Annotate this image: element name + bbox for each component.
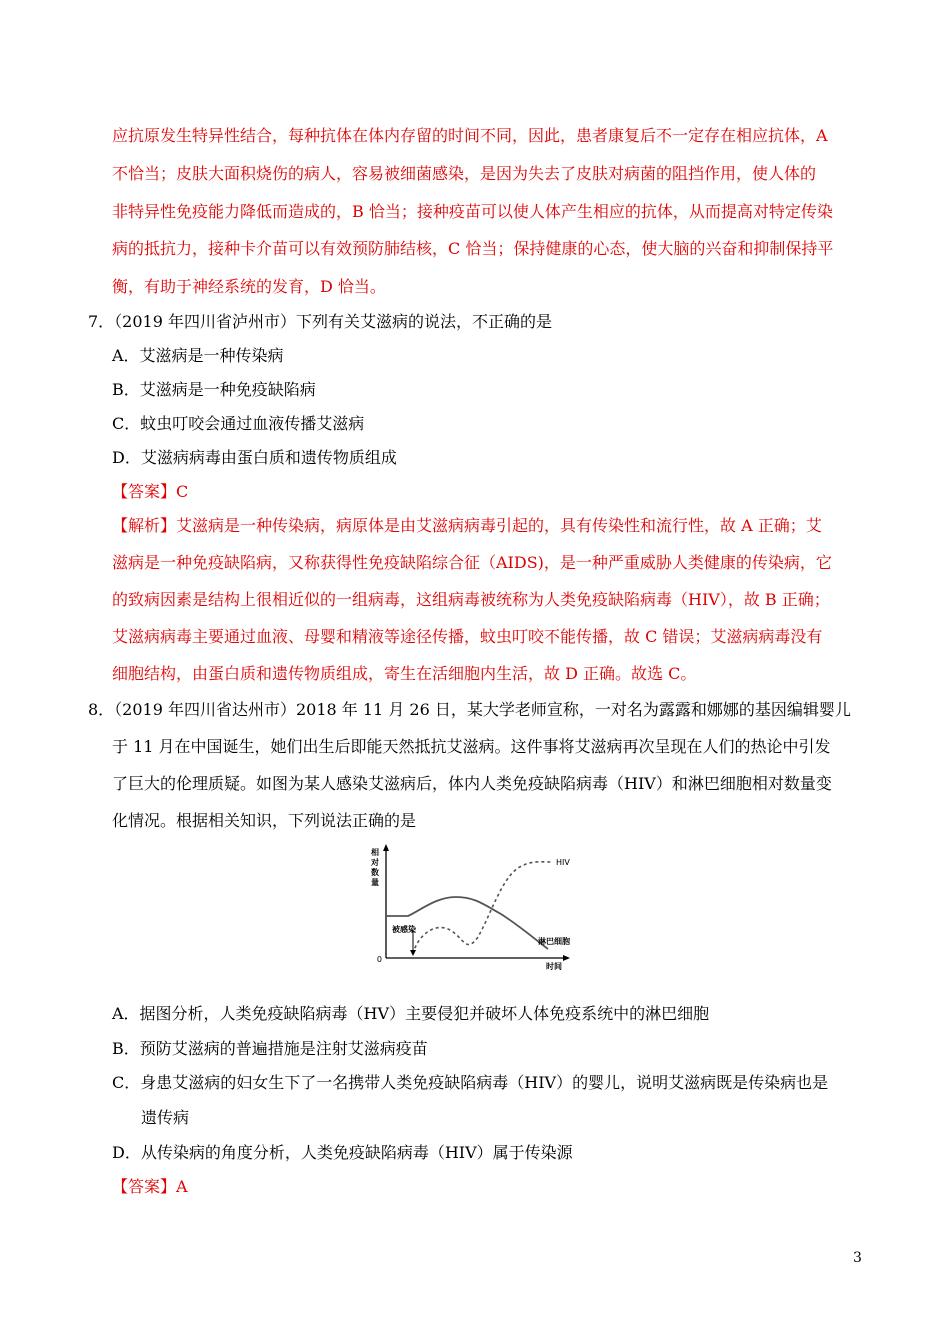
y-axis-label-char: 相 — [371, 848, 379, 857]
origin-label: 0 — [376, 955, 382, 964]
y-axis-label-char: 量 — [371, 878, 379, 887]
q7-analysis-line: 细胞结构，由蛋白质和遗传物质组成，寄生在活细胞内生活，故 D 正确。故选 C。 — [112, 664, 697, 683]
question-7-stem: 7．（2019 年四川省泸州市）下列有关艾滋病的说法，不正确的是 — [88, 312, 552, 331]
infection-arrow — [410, 950, 416, 956]
q8-answer: 【答案】A — [112, 1177, 188, 1196]
hiv-curve — [413, 862, 551, 954]
analysis-line: 不恰当；皮肤大面积烧伤的病人，容易被细菌感染，是因为失去了皮肤对病菌的阻挡作用，使人体的 — [112, 164, 817, 183]
q8-option-d: D．从传染病的角度分析，人类免疫缺陷病毒（HIV）属于传染源 — [112, 1143, 573, 1162]
analysis-line: 病的抵抗力，接种卡介苗可以有效预防肺结核，C 恰当；保持健康的心态，使大脑的兴奋和抑制保持平 — [112, 239, 834, 258]
analysis-line: 非特异性免疫能力降低而造成的，B 恰当；接种疫苗可以使人体产生相应的抗体，从而提高对特定传染 — [112, 202, 833, 221]
q7-analysis-line: 【解析】艾滋病是一种传染病，病原体是由艾滋病病毒引起的，具有传染性和流行性，故 A 正确；艾 — [112, 516, 822, 535]
hiv-lymphocyte-graph — [366, 842, 586, 970]
question-8-stem: 了巨大的伦理质疑。如图为某人感染艾滋病后，体内人类免疫缺陷病毒（HIV）和淋巴细胞相对数量变 — [112, 774, 832, 793]
analysis-line: 应抗原发生特异性结合，每种抗体在体内存留的时间不同，因此，患者康复后不一定存在相应抗体，A — [112, 126, 828, 145]
x-axis-label: 时间 — [546, 962, 562, 970]
page-number: 3 — [853, 1250, 862, 1266]
q8-option-b: B．预防艾滋病的普遍措施是注射艾滋病疫苗 — [112, 1039, 428, 1058]
q7-option-a: A．艾滋病是一种传染病 — [112, 346, 284, 365]
y-axis-label-char: 对 — [371, 858, 379, 867]
q7-analysis-line: 的致病因素是结构上很相近似的一组病毒，这组病毒被统称为人类免疫缺陷病毒（HIV），故 B 正确； — [112, 590, 830, 609]
question-8-stem: 化情况。根据相关知识，下列说法正确的是 — [112, 811, 417, 830]
q7-option-c: C．蚊虫叮咬会通过血液传播艾滋病 — [112, 414, 365, 433]
q8-option-c-cont: 遗传病 — [141, 1108, 190, 1127]
question-8-stem: 8．（2019 年四川省达州市）2018 年 11 月 26 日，某大学老师宣称，一对名为露露和娜娜的基因编辑婴儿 — [88, 700, 851, 719]
y-axis-arrow — [383, 844, 389, 851]
q7-answer: 【答案】C — [112, 482, 189, 501]
lymphocyte-curve — [386, 897, 548, 949]
lymphocyte-label: 淋巴细胞 — [538, 937, 570, 946]
y-axis-label-char: 数 — [371, 868, 379, 877]
x-axis-arrow — [563, 955, 570, 961]
q7-analysis-line: 艾滋病病毒主要通过血液、母婴和精液等途径传播，蚊虫叮咬不能传播，故 C 错误；艾滋病病毒没有 — [112, 627, 823, 646]
hiv-label: HIV — [556, 858, 570, 867]
q8-option-a: A．据图分析，人类免疫缺陷病毒（HV）主要侵犯并破坏人体免疫系统中的淋巴细胞 — [112, 1004, 710, 1023]
infected-label: 被感染 — [392, 925, 416, 934]
q8-option-c: C．身患艾滋病的妇女生下了一名携带人类免疫缺陷病毒（HIV）的婴儿，说明艾滋病既是传染病也是 — [112, 1073, 829, 1092]
q7-option-d: D．艾滋病病毒由蛋白质和遗传物质组成 — [112, 448, 397, 467]
analysis-line: 衡，有助于神经系统的发育，D 恰当。 — [112, 277, 386, 296]
question-8-stem: 于 11 月在中国诞生，她们出生后即能天然抵抗艾滋病。这件事将艾滋病再次呈现在人们的热论中引发 — [112, 737, 831, 756]
q7-analysis-line: 滋病是一种免疫缺陷病，又称获得性免疫缺陷综合征（AIDS)，是一种严重威胁人类健康的传染病，它 — [112, 553, 832, 572]
q7-option-b: B．艾滋病是一种免疫缺陷病 — [112, 380, 316, 399]
